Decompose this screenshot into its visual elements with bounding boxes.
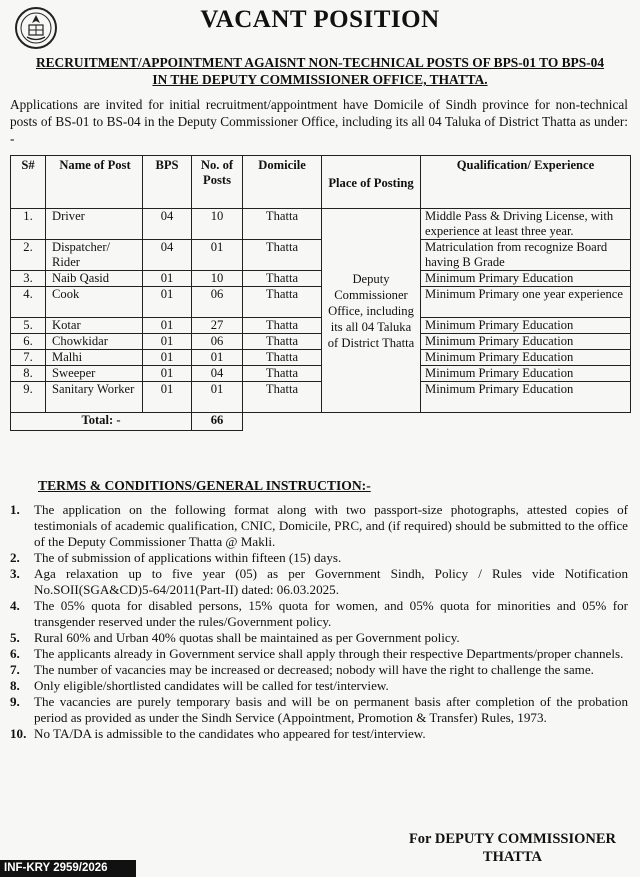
cell-no: 10 — [192, 271, 243, 287]
cell-no: 01 — [192, 240, 243, 271]
cell-sn: 6. — [11, 334, 46, 350]
list-item — [10, 502, 628, 550]
cell-qualification: Minimum Primary Education — [421, 318, 631, 334]
cell-sn: 5. — [11, 318, 46, 334]
terms-list — [10, 502, 628, 742]
cell-no: 06 — [192, 287, 243, 318]
list-item — [10, 550, 628, 566]
table-row — [11, 318, 631, 334]
item-number: 6. — [10, 646, 20, 661]
cell-sn: 7. — [11, 350, 46, 366]
cell-name: Cook — [46, 287, 143, 318]
table-row — [11, 382, 631, 413]
cell-domicile: Thatta — [243, 287, 322, 318]
subtitle-line-1: RECRUITMENT/APPOINTMENT AGAISNT NON-TECHNICAL POSTS OF BPS-01 TO BPS-04 — [35, 55, 605, 70]
total-label: Total: - — [11, 413, 192, 431]
list-item — [10, 630, 628, 646]
subtitle-line-2: IN THE DEPUTY COMMISSIONER OFFICE, THATTA. — [152, 72, 488, 87]
header-name: Name of Post — [46, 156, 143, 209]
cell-qualification: Matriculation from recognize Board having B Grade — [421, 240, 631, 271]
table-row — [11, 366, 631, 382]
cell-name: Naib Qasid — [46, 271, 143, 287]
cell-domicile: Thatta — [243, 271, 322, 287]
list-item — [10, 566, 628, 598]
cell-no: 27 — [192, 318, 243, 334]
item-number: 8. — [10, 678, 20, 693]
cell-bps: 01 — [143, 287, 192, 318]
item-number: 2. — [10, 550, 20, 565]
cell-qualification: Minimum Primary one year experience — [421, 287, 631, 318]
list-item — [10, 694, 628, 726]
signature-line-1: For DEPUTY COMMISSIONER — [408, 831, 616, 847]
cell-sn: 4. — [11, 287, 46, 318]
cell-name: Malhi — [46, 350, 143, 366]
cell-sn: 3. — [11, 271, 46, 287]
cell-sn: 1. — [11, 209, 46, 240]
reference-number: INF-KRY 2959/2026 — [0, 860, 136, 877]
cell-name: Sweeper — [46, 366, 143, 382]
header-qualification: Qualification/ Experience — [421, 156, 631, 209]
total-empty-cell — [243, 413, 322, 431]
total-empty-cell — [322, 413, 421, 431]
cell-bps: 01 — [143, 366, 192, 382]
cell-name: Chowkidar — [46, 334, 143, 350]
cell-no: 01 — [192, 350, 243, 366]
item-number: 10. — [10, 726, 27, 741]
cell-domicile: Thatta — [243, 209, 322, 240]
cell-no: 06 — [192, 334, 243, 350]
table-row — [11, 209, 631, 240]
cell-sn: 9. — [11, 382, 46, 413]
cell-bps: 04 — [143, 209, 192, 240]
cell-no: 04 — [192, 366, 243, 382]
cell-domicile: Thatta — [243, 366, 322, 382]
item-number: 4. — [10, 598, 20, 613]
item-text: Rural 60% and Urban 40% quotas shall be maintained as per Government policy. — [34, 630, 460, 645]
item-text: The number of vacancies may be increased or decreased; nobody will have the right to challenge the same. — [34, 662, 594, 677]
intro-paragraph: Applications are invited for initial recruitment/appointment have Domicile of Sindh province for non-technical posts of BS-01 to BS-04 in the Deputy Commissioner Office, including its all 04 Taluka of District Thatta as under: - — [10, 97, 628, 146]
cell-bps: 01 — [143, 334, 192, 350]
cell-qualification: Minimum Primary Education — [421, 382, 631, 413]
header-sn: S# — [11, 156, 46, 209]
cell-no: 01 — [192, 382, 243, 413]
item-number: 1. — [10, 502, 20, 517]
list-item — [10, 662, 628, 678]
cell-bps: 01 — [143, 271, 192, 287]
cell-name: Kotar — [46, 318, 143, 334]
cell-bps: 04 — [143, 240, 192, 271]
cell-domicile: Thatta — [243, 382, 322, 413]
list-item — [10, 678, 628, 694]
header-no-of-posts: No. of Posts — [192, 156, 243, 209]
table-row — [11, 287, 631, 318]
table-total-row — [11, 413, 631, 431]
list-item — [10, 646, 628, 662]
item-text: No TA/DA is admissible to the candidates who appeared for test/interview. — [34, 726, 426, 741]
table-row — [11, 350, 631, 366]
header-bps: BPS — [143, 156, 192, 209]
total-value: 66 — [192, 413, 243, 431]
item-text: The 05% quota for disabled persons, 15% quota for women, and 05% quota for minorities and 05% for transgender reserved under the rules/Government policy. — [34, 598, 628, 629]
cell-qualification: Minimum Primary Education — [421, 366, 631, 382]
table-row — [11, 334, 631, 350]
cell-bps: 01 — [143, 318, 192, 334]
item-number: 3. — [10, 566, 20, 581]
header-domicile: Domicile — [243, 156, 322, 209]
item-number: 5. — [10, 630, 20, 645]
cell-bps: 01 — [143, 350, 192, 366]
item-text: The of submission of applications within fifteen (15) days. — [34, 550, 342, 565]
header-place-of-posting: Place of Posting — [322, 156, 421, 209]
terms-heading: TERMS & CONDITIONS/GENERAL INSTRUCTION:- — [38, 478, 371, 493]
item-text: The applicants already in Government service shall apply through their respective Departments/proper channels. — [34, 646, 624, 661]
cell-domicile: Thatta — [243, 318, 322, 334]
item-text: The application on the following format along with two passport-size photographs, attested copies of testimonials of academic qualification, CNIC, Domicile, PRC, and (if required) should be submitted to the office of the Deputy Commissioner Thatta @ Makli. — [34, 502, 628, 549]
signature-block — [409, 830, 616, 866]
cell-qualification: Minimum Primary Education — [421, 334, 631, 350]
cell-sn: 8. — [11, 366, 46, 382]
cell-domicile: Thatta — [243, 350, 322, 366]
item-number: 9. — [10, 694, 20, 709]
total-empty-cell — [421, 413, 631, 431]
cell-domicile: Thatta — [243, 334, 322, 350]
page-title: VACANT POSITION — [200, 6, 440, 33]
item-text: Aga relaxation up to five year (05) as per Government Sindh, Policy / Rules vide Notification No.SOII(SGA&CD)5-64/2011(Part-II) dated: 06.03.2025. — [34, 566, 628, 597]
cell-name: Driver — [46, 209, 143, 240]
cell-qualification: Minimum Primary Education — [421, 350, 631, 366]
cell-domicile: Thatta — [243, 240, 322, 271]
cell-name: Dispatcher/ Rider — [46, 240, 143, 271]
cell-no: 10 — [192, 209, 243, 240]
cell-qualification: Middle Pass & Driving License, with experience at least three year. — [421, 209, 631, 240]
table-row — [11, 240, 631, 271]
posts-table — [10, 155, 631, 431]
cell-qualification: Minimum Primary Education — [421, 271, 631, 287]
cell-name: Sanitary Worker — [46, 382, 143, 413]
table-row — [11, 271, 631, 287]
item-text: The vacancies are purely temporary basis and will be on permanent basis after completion of the probation period as provided as under the Sindh Service (Appointment, Promotion & Transfer) Rules, 1973. — [34, 694, 628, 725]
item-number: 7. — [10, 662, 20, 677]
table-header-row — [11, 156, 631, 209]
cell-bps: 01 — [143, 382, 192, 413]
list-item — [10, 726, 628, 742]
cell-place-of-posting: Deputy Commissioner Office, including its all 04 Taluka of District Thatta — [322, 209, 421, 413]
cell-sn: 2. — [11, 240, 46, 271]
item-text: Only eligible/shortlisted candidates will be called for test/interview. — [34, 678, 389, 693]
signature-line-2: THATTA — [482, 849, 543, 865]
subtitle — [10, 54, 630, 88]
list-item — [10, 598, 628, 630]
